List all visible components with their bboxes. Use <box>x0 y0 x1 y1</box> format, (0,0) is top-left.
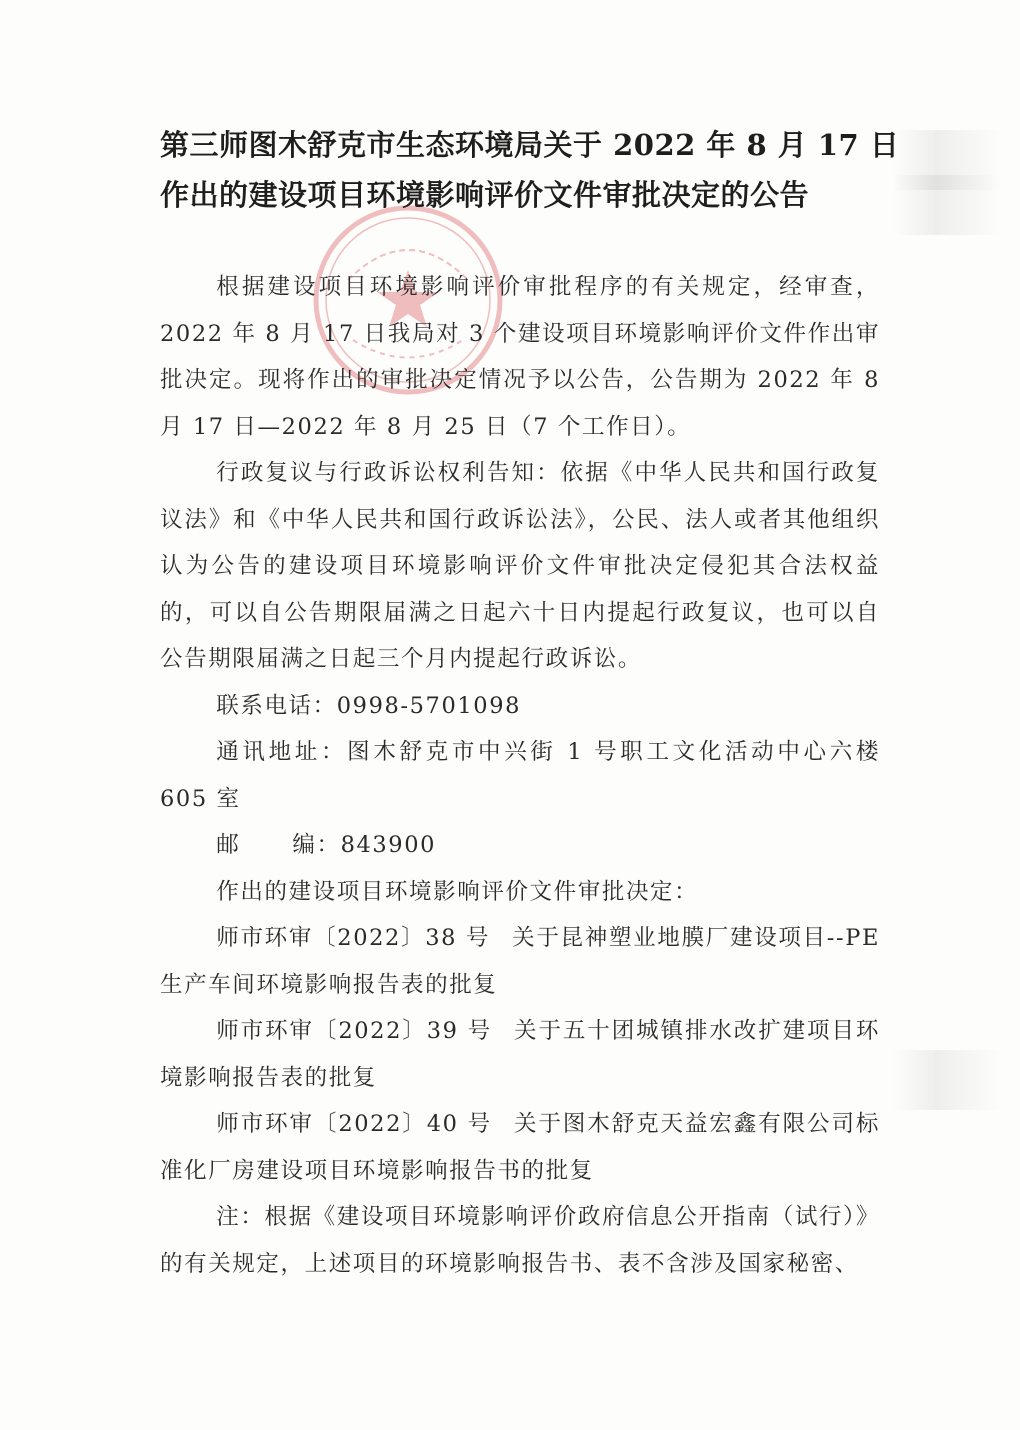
decision-number: 师市环审〔2022〕40 号 <box>216 1111 493 1137</box>
contact-phone-label: 联系电话： <box>216 692 337 719</box>
contact-phone <box>160 683 880 730</box>
title-line-2: 作出的建设项目环境影响评价文件审批决定的公告 <box>160 178 810 212</box>
contact-phone-value: 0998-5701098 <box>336 692 522 719</box>
postcode-value: 843900 <box>340 832 437 858</box>
document-title <box>160 120 900 220</box>
decision-item <box>160 915 880 1008</box>
address-label: 通讯地址： <box>216 739 348 765</box>
decision-number: 师市环审〔2022〕38 号 <box>216 925 491 951</box>
address-value: 图木舒克市中兴街 1 号职工文化活动中心六楼 605 室 <box>160 739 880 812</box>
decisions-heading: 作出的建设项目环境影响评价文件审批决定： <box>216 878 699 905</box>
postcode <box>160 822 880 869</box>
bleed-through-mark <box>892 1050 1002 1110</box>
decision-subject: 关于图木舒克天益宏鑫有限公司标准化厂房建设项目环境影响报告书的批复 <box>160 1111 880 1184</box>
decision-item <box>160 1008 880 1101</box>
note-paragraph: 注：根据《建设项目环境影响评价政府信息公开指南（试行）》的有关规定，上述项目的环境影响报告书、表不含涉及国家秘密、 <box>160 1204 880 1277</box>
decision-subject: 关于昆神塑业地膜厂建设项目--PE 生产车间环境影响报告表的批复 <box>160 925 880 998</box>
decision-number: 师市环审〔2022〕39 号 <box>216 1018 493 1044</box>
intro-paragraph: 根据建设项目环境影响评价审批程序的有关规定，经审查，2022 年 8 月 17 日我局对 3 个建设项目环境影响评价文件作出审批决定。现将作出的审批决定情况予以公告，公告期为 2022 年 8 月 17 日—2022 年 8 月 25 日（7 个工作日）。 <box>160 274 880 440</box>
postcode-label-b: 编： <box>292 832 341 858</box>
decision-subject: 关于五十团城镇排水改扩建项目环境影响报告表的批复 <box>160 1018 880 1091</box>
postcode-label-a: 邮 <box>216 832 241 858</box>
bleed-through-mark <box>892 175 1002 235</box>
contact-address <box>160 729 880 822</box>
decision-item <box>160 1101 880 1194</box>
title-line-1: 第三师图木舒克市生态环境局关于 2022 年 8 月 17 日 <box>160 128 900 162</box>
document-content <box>160 120 900 1287</box>
rights-paragraph: 行政复议与行政诉讼权利告知：依据《中华人民共和国行政复议法》和《中华人民共和国行政诉讼法》，公民、法人或者其他组织认为公告的建设项目环境影响评价文件审批决定侵犯其合法权益的，可以自公告期限届满之日起六十日内提起行政复议，也可以自公告期限届满之日起三个月内提起行政诉讼。 <box>160 460 880 672</box>
